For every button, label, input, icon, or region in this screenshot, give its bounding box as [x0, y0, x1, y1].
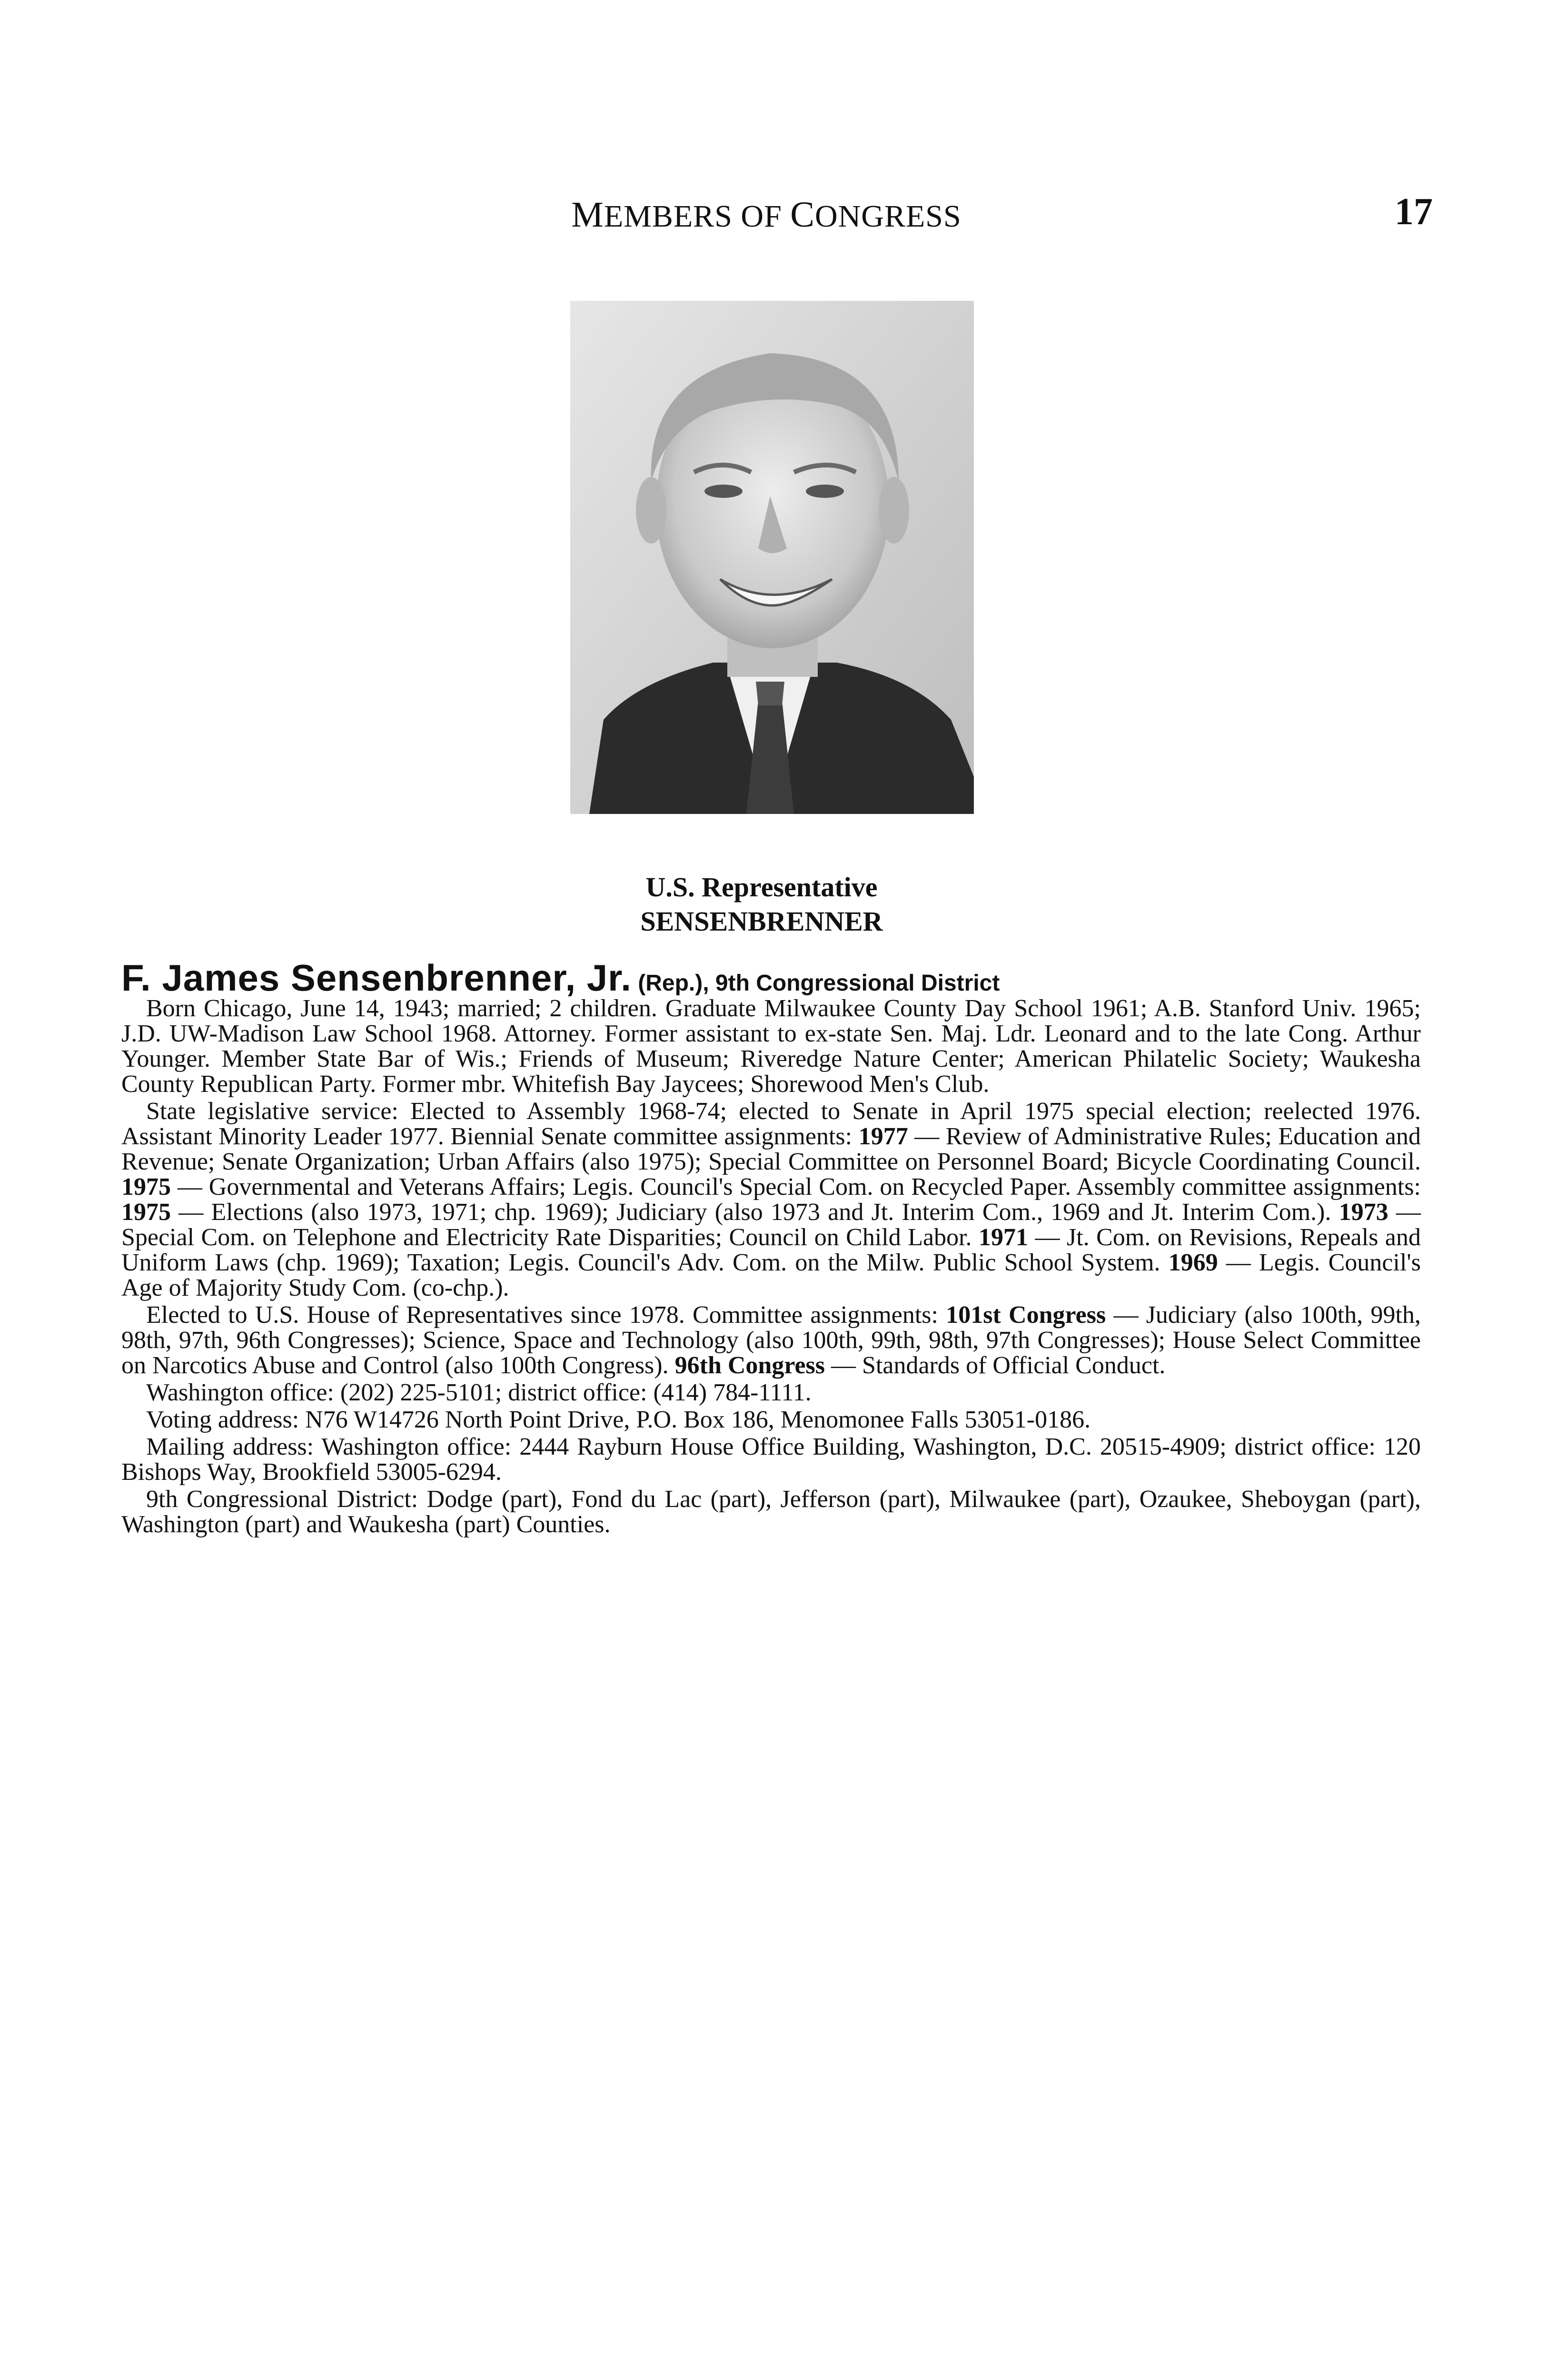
- page-number: 17: [1395, 191, 1433, 233]
- us-house-paragraph: [121, 1302, 1421, 1378]
- running-head: [571, 194, 961, 236]
- voting-address-paragraph: Voting address: N76 W14726 North Point Drive, P.O. Box 186, Menomonee Falls 53051-0186.: [146, 1406, 1091, 1433]
- portrait-caption: [524, 870, 1000, 939]
- biography: [121, 957, 1421, 1539]
- state-text-f: — Jt. Com. on Revisions, Repeals and Uniform Laws (chp. 1969); Taxation; Legis. Council's Adv. Com. on the Milw. Public School System.: [121, 1224, 1421, 1276]
- state-service-paragraph: [121, 1099, 1421, 1300]
- year-1975-assembly: 1975: [121, 1199, 171, 1226]
- caption-title: U.S. Representative: [645, 872, 878, 902]
- state-text-b: — Review of Administrative Rules; Education and Revenue; Senate Organization; Urban Affairs (also 1975); Special Committee on Personnel Board; Bicycle Coordinating Council.: [121, 1123, 1421, 1175]
- us-text-c: — Standards of Official Conduct.: [825, 1352, 1166, 1379]
- congress-96th: 96th Congress: [674, 1352, 825, 1379]
- caption-surname: SENSENBRENNER: [640, 906, 883, 937]
- mailing-address-paragraph: Mailing address: Washington office: 2444 Rayburn House Office Building, Washington, D.C. 20515-4909; district office: 120 Bishops Way, Brookfield 53005-6294.: [121, 1433, 1421, 1486]
- state-text-c: — Governmental and Veterans Affairs; Legis. Council's Special Com. on Recycled Paper. Assembly committee assignments:: [171, 1173, 1421, 1200]
- year-1975-senate: 1975: [121, 1173, 171, 1200]
- running-head-initial-m: M: [571, 195, 604, 235]
- year-1977: 1977: [858, 1123, 908, 1150]
- year-1971: 1971: [979, 1224, 1029, 1251]
- personal-paragraph: Born Chicago, June 14, 1943; married; 2 children. Graduate Milwaukee County Day School 1961; A.B. Stanford Univ. 1965; J.D. UW-Madison Law School 1968. Attorney. Former assistant to ex-state Sen. Maj. Ldr. Leonard and to the late Cong. Arthur Younger. Member State Bar of Wis.; Friends of Museum; Riveredge Nature Center; American Philatelic Society; Waukesha County Republican Party. Former mbr. Whitefish Bay Jaycees; Shorewood Men's Club.: [121, 995, 1421, 1098]
- member-name: F. James Sensenbrenner, Jr.: [121, 957, 632, 999]
- state-text-g: — Legis. Council's Age of Majority Study Com. (co-chp.).: [121, 1249, 1421, 1301]
- year-1969: 1969: [1168, 1249, 1218, 1276]
- congress-101st: 101st Congress: [946, 1301, 1106, 1329]
- state-text-d: — Elections (also 1973, 1971; chp. 1969); Judiciary (also 1973 and Jt. Interim Com., 1969 and Jt. Interim Com.).: [171, 1199, 1339, 1226]
- running-head-initial-c: C: [790, 195, 815, 235]
- district-paragraph: 9th Congressional District: Dodge (part), Fond du Lac (part), Jefferson (part), Milwaukee (part), Ozaukee, Sheboygan (part), Washington (part) and Waukesha (part) Counties.: [121, 1486, 1421, 1538]
- portrait-photo: [570, 301, 974, 814]
- running-head-part-2: ONGRESS: [814, 199, 961, 234]
- party-district: (Rep.), 9th Congressional District: [631, 971, 1000, 996]
- year-1973: 1973: [1338, 1199, 1388, 1226]
- bio-heading: [121, 957, 1421, 999]
- us-text-a: Elected to U.S. House of Representatives since 1978. Committee assignments:: [146, 1301, 946, 1329]
- washington-office-paragraph: Washington office: (202) 225-5101; district office: (414) 784-1111.: [146, 1379, 812, 1406]
- state-text-a: State legislative service: Elected to Assembly 1968-74; elected to Senate in April 1975 special election; reelected 1976. Assistant Minority Leader 1977. Biennial Senate committee assignments:: [121, 1098, 1421, 1150]
- running-head-part-1: EMBERS OF: [604, 199, 791, 234]
- state-text-e: — Special Com. on Telephone and Electricity Rate Disparities; Council on Child Labor.: [121, 1199, 1421, 1251]
- us-text-b: — Judiciary (also 100th, 99th, 98th, 97th, 96th Congresses); Science, Space and Technology (also 100th, 99th, 98th, 97th Congresses); House Select Committee on Narcotics Abuse and Control (also 100th Congress).: [121, 1301, 1421, 1379]
